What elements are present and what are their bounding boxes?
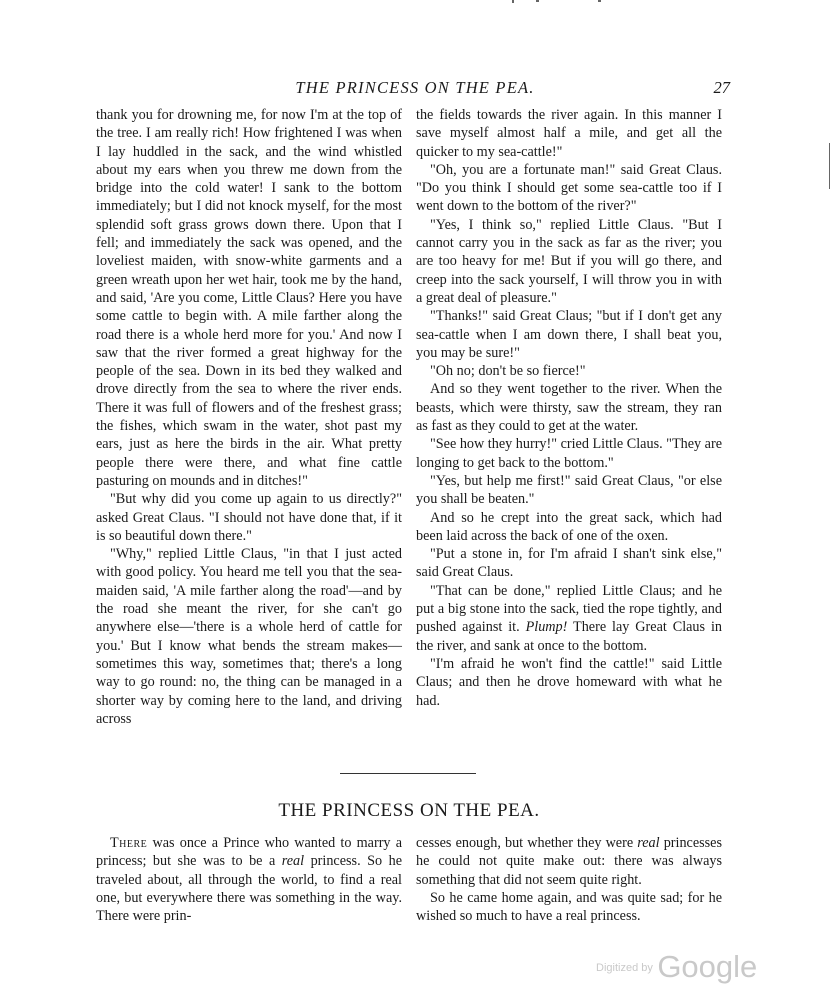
paragraph: "Why," replied Little Claus, "in that I just acted with good policy. You heard me tell you that the sea-maiden said, 'A mile farther along the road'—and by the road she meant the river, for she can't go anywhere else—'there is a whole herd of cattle for you.' But I know what bends the stream makes—sometimes this way, sometimes that; there's a long way to go round: no, the thing can be managed in a shorter way by coming here to the land, and driving across	[96, 546, 402, 727]
scan-mark	[536, 0, 539, 2]
paragraph: "Oh, you are a fortunate man!" said Great Claus. "Do you think I should get some sea-cattle too if I went down to the bottom of the river?"	[416, 161, 722, 215]
watermark-logo: Google	[657, 949, 758, 984]
page-number: 27	[713, 78, 730, 97]
scan-mark	[598, 0, 601, 2]
section-divider	[340, 773, 476, 774]
paragraph-text: "That can be done," replied Little Claus; and he put a big stone into the sack, tied the rope tightly, and pushed against it.	[416, 582, 722, 636]
paragraph: "I'm afraid he won't find the cattle!" said Little Claus; and then he drove homeward with what he had.	[416, 655, 722, 709]
paragraph-text: princesses he could not quite make out: there was always something that did not seem quite right.	[416, 835, 722, 888]
paragraph: And so he crept into the great sack, which had been laid across the back of one of the oxen.	[416, 509, 722, 544]
paragraph: So he came home again, and was quite sad; for he wished so much to have a real princess.	[416, 889, 722, 925]
paragraph: the fields towards the river again. In this manner I save myself almost half a mile, and get all the quicker to my sea-cattle!"	[416, 107, 722, 160]
paragraph: "See how they hurry!" cried Little Claus. "They are longing to get back to the bottom."	[416, 436, 722, 471]
paragraph-text: was once a Prince who wanted to marry a princess; but she was to be a	[96, 835, 402, 870]
running-head: THE PRINCESS ON THE PEA.	[295, 78, 535, 97]
paragraph	[96, 834, 402, 925]
emphasis-text: real	[281, 853, 305, 870]
section-title: THE PRINCESS ON THE PEA.	[278, 800, 540, 821]
paragraph	[416, 834, 722, 889]
scan-mark	[829, 143, 830, 189]
digitized-watermark	[596, 949, 766, 983]
scan-mark	[512, 0, 514, 3]
paragraph: And so they went together to the river. When the beasts, which were thirsty, saw the stream, they ran as fast as they could to get at the water.	[416, 381, 722, 435]
paragraph-text: There lay Great Claus in the river, and sank at once to the bottom.	[416, 619, 723, 654]
paragraph: "Thanks!" said Great Claus; "but if I don't get any sea-cattle when I am down there, I shall beat you, you may be sure!"	[416, 308, 722, 361]
paragraph-text: cesses enough, but whether they were	[416, 835, 638, 851]
paragraph	[416, 582, 722, 655]
emphasis-text: Plump!	[525, 619, 568, 636]
story-right-column	[416, 834, 722, 925]
watermark-prefix: Digitized by	[596, 962, 653, 974]
paragraph-text: princess. So he traveled about, all through the world, to find a real one, but everywhere there was something in the way. There were prin-	[96, 853, 402, 925]
paragraph: "Put a stone in, for I'm afraid I shan't sink else," said Great Claus.	[416, 546, 722, 581]
paragraph: "Oh no; don't be so fierce!"	[430, 363, 586, 380]
paragraph: "But why did you come up again to us directly?" asked Great Claus. "I should not have done that, if it is so beautiful down there."	[96, 491, 402, 544]
left-column	[96, 106, 402, 728]
emphasis-text: real	[637, 835, 660, 851]
right-column	[416, 106, 722, 710]
opening-word: There	[110, 835, 148, 851]
paragraph: thank you for drowning me, for now I'm at the top of the tree. I am really rich! How frightened I was when I lay huddled in the sack, and the wind whistled about my ears when you threw me down from the bridge into the cold water! I sank to the bottom immediately; but I did not knock myself, for the most splendid soft grass grows down there. Upon that I fell; and immediately the sack was opened, and the loveliest maiden, with snow-white garments and a green wreath upon her wet hair, took me by the hand, and said, 'Are you come, Little Claus? Here you have some cattle to begin with. A mile farther along the road there is a whole herd more for you.' And now I saw that the river formed a great highway for the people of the sea. Down in its bed they walked and drove directly from the sea to where the river ends. There it was full of flowers and of the freshest grass; the fishes, which swam in the water, shot past my ears, just as here the birds in the air. What pretty people there were there, and what fine cattle pasturing on mounds and in ditches!"	[96, 107, 402, 489]
paragraph: "Yes, but help me first!" said Great Claus, "or else you shall be beaten."	[416, 472, 722, 508]
story-left-column	[96, 834, 402, 925]
paragraph: "Yes, I think so," replied Little Claus. "But I cannot carry you in the sack as far as the river; you are too heavy for me! But if you will go there, and creep into the sack yourself, I will throw you in with a great deal of pleasure."	[416, 216, 722, 306]
